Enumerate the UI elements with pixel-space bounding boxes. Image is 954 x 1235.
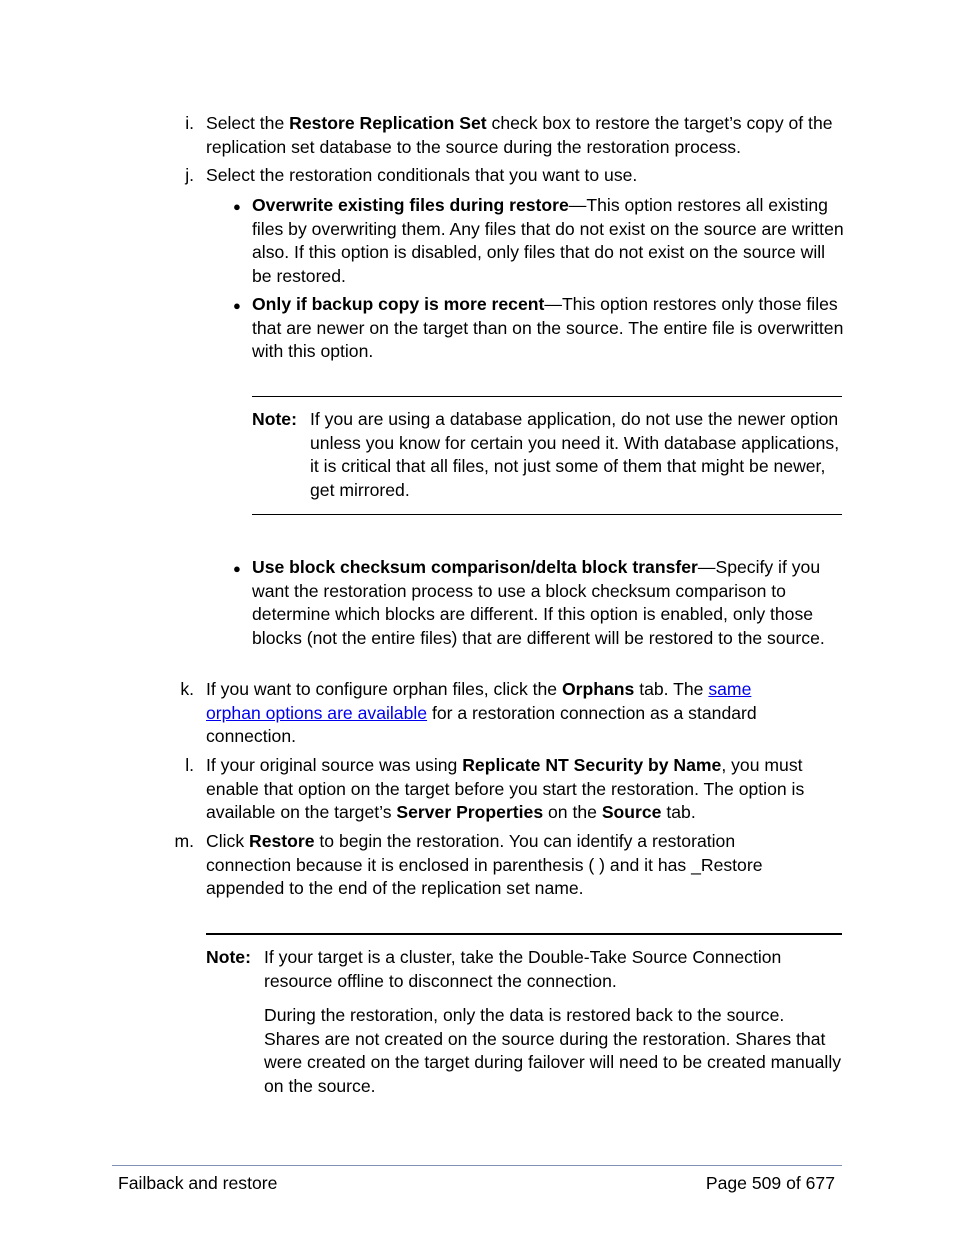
note-2-top-rule [206, 933, 842, 935]
step-i-text [206, 112, 846, 159]
bullet-2-text [252, 293, 846, 364]
step-m-t1: Click [206, 831, 250, 851]
step-l-b3: Source [601, 802, 662, 822]
step-l-t2: , you must enable that option on the target before you start the restoration. The option is available on the target’s [206, 755, 805, 822]
note-1-bottom-rule [252, 514, 842, 515]
bullet-2-bold: Only if backup copy is more recent [252, 294, 545, 314]
step-l-t1: If your original source was using [206, 755, 463, 775]
bullet-dot-1: ● [233, 199, 241, 214]
bullet-3-bold: Use block checksum comparison/delta block transfer [252, 557, 698, 577]
footer-page-number: Page 509 of 677 [705, 1173, 835, 1193]
step-marker-i: i. [185, 113, 194, 133]
step-k-text [206, 678, 806, 749]
note-1-label: Note: [252, 409, 297, 429]
step-l-b1: Replicate NT Security by Name [462, 755, 722, 775]
step-marker-m: m. [174, 831, 194, 851]
step-l-t4: tab. [661, 802, 696, 822]
note-1-top-rule [252, 396, 842, 397]
step-j-text: Select the restoration conditionals that you want to use. [206, 165, 638, 185]
step-i-b1: Restore Replication Set [289, 113, 487, 133]
step-i-t2: check box to restore the target’s copy of the replication set database to the source during the restoration process. [206, 113, 833, 157]
footer-section-title: Failback and restore [118, 1173, 278, 1193]
step-l-b2: Server Properties [396, 802, 544, 822]
step-m-text [206, 830, 806, 901]
bullet-1-text [252, 194, 846, 288]
step-l-t3: on the [543, 802, 602, 822]
bullet-dot-3: ● [233, 561, 241, 576]
bullet-2-body: —This option restores only those files that are newer on the target than on the source. The entire file is overwritten with this option. [252, 294, 844, 361]
step-m-b1: Restore [249, 831, 315, 851]
step-i-t1: Select the [206, 113, 290, 133]
note-2-label: Note: [206, 947, 251, 967]
bullet-3-body: —Specify if you want the restoration process to use a block checksum comparison to determine which blocks are different. If this option is enabled, only those blocks (not the entire files) that are different will be restored to the source. [252, 557, 825, 648]
step-marker-k: k. [180, 679, 194, 699]
step-k-t1: If you want to configure orphan files, click the [206, 679, 562, 699]
bullet-1-body: —This option restores all existing files by overwriting them. Any files that do not exist on the source are written also. If this option is disabled, only files that do not exist on the source will be restored. [252, 195, 844, 286]
bullet-dot-2: ● [233, 298, 241, 313]
step-marker-l: l. [185, 755, 194, 775]
step-k-b1: Orphans [561, 679, 635, 699]
bullet-3-text [252, 556, 846, 650]
step-l-text [206, 754, 846, 825]
footer-rule [112, 1165, 842, 1166]
orphan-options-link[interactable]: same orphan options are available [206, 679, 752, 723]
note-2-paragraph-1: If your target is a cluster, take the Double-Take Source Connection resource offline to disconnect the connection. [264, 947, 782, 991]
step-m-t2: to begin the restoration. You can identify a restoration connection because it is enclosed in parenthesis ( ) and it has _Restore appended to the end of the replication set name. [206, 831, 763, 898]
bullet-1-bold: Overwrite existing files during restore [252, 195, 569, 215]
note-1-text: If you are using a database application, do not use the newer option unless you know for certain you need it. With database applications, it is critical that all files, not just some of them that might be newer, get mirrored. [310, 409, 840, 500]
step-k-t3: for a restoration connection as a standard connection. [206, 702, 757, 746]
step-marker-j: j. [185, 165, 194, 185]
note-2-paragraph-2: During the restoration, only the data is restored back to the source. Shares are not created on the source during the restoration. Shares that were created on the target during failover will need to be created manually on the source. [264, 1005, 842, 1096]
step-k-t2: tab. The [634, 679, 709, 699]
